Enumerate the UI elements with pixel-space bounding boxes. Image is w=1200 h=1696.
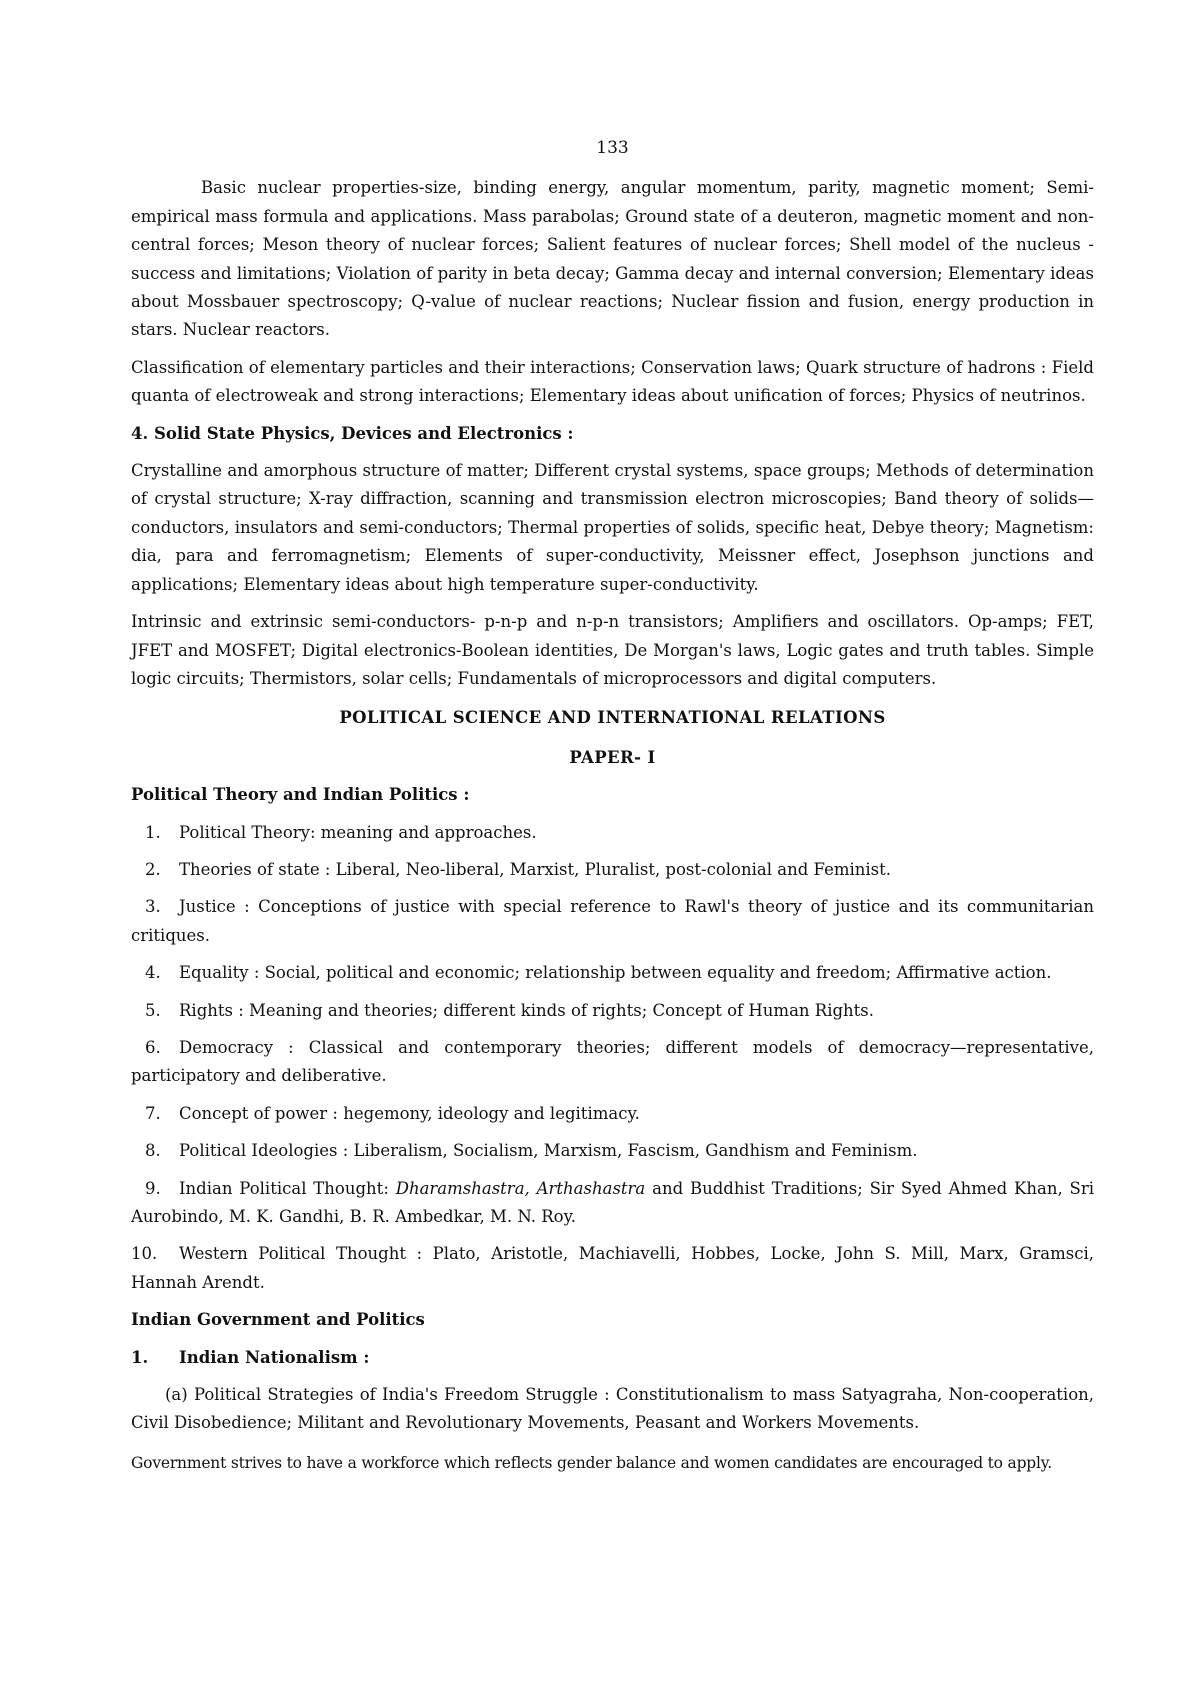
list-item-text: Western Political Thought : Plato, Aristotle, Machiavelli, Hobbes, Locke, John S. Mill, Marx, Gramsci, Hannah Arendt. xyxy=(131,1244,1094,1292)
list-item xyxy=(131,997,1094,1025)
list-item-number: 2. xyxy=(145,859,161,879)
subject-heading: POLITICAL SCIENCE AND INTERNATIONAL RELATIONS xyxy=(339,708,886,728)
subsection-heading-nationalism xyxy=(131,1344,1094,1372)
list-item-number: 4. xyxy=(145,963,161,983)
list-item-number: 7. xyxy=(145,1103,161,1123)
paper-heading: PAPER- I xyxy=(569,747,656,767)
list-item xyxy=(131,1034,1094,1091)
section-heading-solid-state: 4. Solid State Physics, Devices and Electronics : xyxy=(131,423,574,443)
list-item-text: Democracy : Classical and contemporary theories; different models of democracy—representative, participatory and deliberative. xyxy=(131,1037,1094,1086)
paragraph-solid-state: Crystalline and amorphous structure of matter; Different crystal systems, space groups; Methods of determination of crystal structure; X-ray diffraction, scanning and transmission electron microscopies; Band theory of solids—conductors, insulators and semi-conductors; Thermal properties of solids, specific heat, Debye theory; Magnetism: dia, para and ferromagnetism; Elements of super-conductivity, Meissner effect, Josephson junctions and applications; Elementary ideas about high temperature super-conductivity. xyxy=(131,461,1094,594)
list-item-text: Justice : Conceptions of justice with special reference to Rawl's theory of justice and its communitarian critiques. xyxy=(131,897,1094,945)
section-heading-political-theory: Political Theory and Indian Politics : xyxy=(131,785,470,805)
footer-note: Government strives to have a workforce which reflects gender balance and women candidates are encouraged to apply. xyxy=(131,1453,1053,1472)
list-item-text: Theories of state : Liberal, Neo-liberal, Marxist, Pluralist, post-colonial and Feminist. xyxy=(179,859,892,879)
page-number: 133 xyxy=(596,138,629,158)
list-item-number: 8. xyxy=(145,1141,161,1161)
italic-texts: Dharamshastra, Arthashastra xyxy=(395,1178,646,1198)
list-item-text: Political Ideologies : Liberalism, Socialism, Marxism, Fascism, Gandhism and Feminism. xyxy=(179,1141,918,1161)
paragraph-devices-electronics: Intrinsic and extrinsic semi-conductors- p-n-p and n-p-n transistors; Amplifiers and oscillators. Op-amps; FET, JFET and MOSFET; Digital electronics-Boolean identities, De Morgan's laws, Logic gates and truth tables. Simple logic circuits; Thermistors, solar cells; Fundamentals of microprocessors and digital computers. xyxy=(131,612,1094,688)
document-page xyxy=(131,134,1094,1477)
list-item-text: Equality : Social, political and economic; relationship between equality and freedom; Affirmative action. xyxy=(179,963,1052,983)
list-item-rest: and Buddhist Traditions; Sir Syed Ahmed Khan, Sri Aurobindo, M. K. Gandhi, B. R. Ambedkar, M. N. Roy. xyxy=(131,1178,1094,1226)
list-item-number: 5. xyxy=(145,1000,161,1020)
list-item-number: 1. xyxy=(145,822,161,842)
list-item-indian-thought xyxy=(131,1175,1094,1232)
list-item xyxy=(131,959,1094,987)
subsection-label: Indian Nationalism : xyxy=(179,1347,370,1367)
subsection-number: 1. xyxy=(131,1347,149,1367)
list-item-number: 3. xyxy=(145,897,161,917)
list-item xyxy=(131,819,1094,847)
list-item-western-thought xyxy=(131,1240,1094,1297)
paragraph-elementary-particles: Classification of elementary particles and their interactions; Conservation laws; Quark structure of hadrons : Field quanta of electroweak and strong interactions; Elementary ideas about unification of forces; Physics of neutrinos. xyxy=(131,357,1094,406)
sub-item-political-strategies: (a) Political Strategies of India's Freedom Struggle : Constitutionalism to mass Satyagraha, Non-cooperation, Civil Disobedience; Militant and Revolutionary Movements, Peasant and Workers Movements. xyxy=(131,1385,1094,1433)
list-item-text: Concept of power : hegemony, ideology and legitimacy. xyxy=(179,1103,640,1123)
list-item xyxy=(131,893,1094,950)
paragraph-nuclear-properties: Basic nuclear properties-size, binding energy, angular momentum, parity, magnetic moment; Semi-empirical mass formula and applications. Mass parabolas; Ground state of a deuteron, magnetic moment and non-central forces; Meson theory of nuclear forces; Salient features of nuclear forces; Shell model of the nucleus - success and limitations; Violation of parity in beta decay; Gamma decay and internal conversion; Elementary ideas about Mossbauer spectroscopy; Q-value of nuclear reactions; Nuclear fission and fusion, energy production in stars. Nuclear reactors. xyxy=(131,178,1094,340)
list-item-text: Political Theory: meaning and approaches. xyxy=(179,822,537,842)
list-item xyxy=(131,856,1094,884)
list-item-number: 10. xyxy=(131,1244,158,1264)
list-item-text: Rights : Meaning and theories; different kinds of rights; Concept of Human Rights. xyxy=(179,1000,875,1020)
list-item-lead: Indian Political Thought: xyxy=(179,1178,396,1198)
section-heading-indian-government: Indian Government and Politics xyxy=(131,1310,425,1330)
list-item-number: 6. xyxy=(145,1037,161,1057)
list-item-number: 9. xyxy=(145,1178,161,1198)
list-item xyxy=(131,1100,1094,1128)
list-item xyxy=(131,1137,1094,1165)
